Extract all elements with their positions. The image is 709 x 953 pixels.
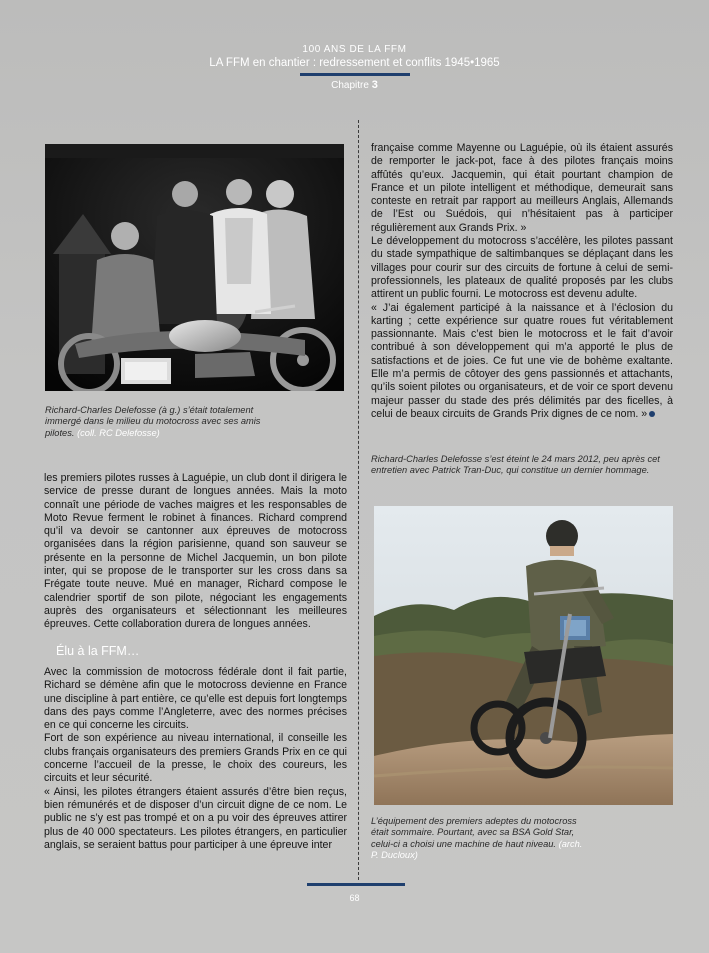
chapter-indicator: [0, 79, 709, 92]
rider-caption-text: L’équipement des premiers adeptes du motocross était sommaire. Pourtant, avec sa BSA Gold Star, celui-ci a choisi une machine de haut niveau.: [371, 816, 577, 849]
caption-text: Richard-Charles Delefosse (à g.) s’était totalement immergé dans le milieu du motocross avec ses amis pilotes.: [45, 405, 261, 438]
rider-photo-image: [374, 506, 673, 805]
left-paragraph-1: les premiers pilotes russes à Laguépie, un club dont il dirigera le service de presse durant de longues années. Mais la moto connaît une période de vaches maigres et les responsables de Moto Revue ferment le robinet à finances. Richard comprend qu’il va devoir se cantonner aux épreuves de motocross organisées dans la région parisienne, quand son sauveur se présente en la personne de Michel Jacquemin, un bon pilote inter, qui se propose de le transporter sur les cross dans sa Frégate toute neuve. Mué en manager, Richard compose le calendrier sportif de son pilote, négociant les engagements auprès des organisateurs et sélectionnant les meilleures épreuves. Cette collaboration durera de longues années.: [44, 472, 347, 631]
left-paragraph-4: « Ainsi, les pilotes étrangers étaient assurés d’être bien reçus, bien rémunérés et de disposer d’un circuit digne de ce nom. Le public ne s’y est pas trompé et on a pu voir des épreuves attirer plus de 40 000 spectateurs. Les pilotes étrangers, en particulier anglais, se seraient battus pour participer à une épreuve inter: [44, 785, 347, 851]
rider-photo-credit: (arch. P. Ducloux): [371, 838, 583, 860]
rider-photo: [374, 506, 673, 805]
right-paragraph-3-text: « J’ai également participé à la naissance et à l’éclosion du karting ; cette expérience sur quatre roues fut véritablement passionnante. Mais c’est bien le motocross et le fait d’avoir contribué à son développement qui m’a apporté le plus de satisfactions et de joies. Ce fut une vie de bohème exaltante. Elle m’a permis de côtoyer des gens passionnés et attachants, qu’ils soient pilotes ou organisateurs, et de voir ce sport devenu majeur passer du stade des prés délimités par des ficelles, à celui de beaux circuits de Grands Prix dignes de ce nom. »: [371, 301, 673, 420]
group-photo-caption: [45, 405, 285, 439]
right-paragraph-3: [371, 302, 673, 422]
photo-credit: (coll. RC Delefosse): [77, 427, 160, 438]
end-of-article-bullet: [649, 411, 655, 417]
left-column-body: [44, 472, 347, 632]
group-photo: [45, 144, 344, 391]
left-column-body-2: [44, 666, 347, 852]
right-column-body: [371, 142, 673, 421]
rider-photo-caption: [371, 816, 591, 861]
chapter-subtitle: LA FFM en chantier : redressement et conflits 1945•1965: [209, 57, 500, 69]
header-rule: [300, 73, 410, 76]
section-heading: Élu à la FFM…: [56, 644, 140, 658]
left-paragraph-2: Avec la commission de motocross fédérale dont il fait partie, Richard se démène afin que le motocross devienne en France une discipline à part entière, ce qu’elle est depuis fort longtemps dans des pays comme l’Angleterre, avec des normes précises en ce qui concerne les circuits.: [44, 666, 347, 732]
group-photo-image: [45, 144, 344, 391]
column-divider: [358, 120, 359, 880]
chapter-label: Chapitre: [331, 80, 369, 91]
right-paragraph-1: française comme Mayenne ou Laguépie, où ils étaient assurés de remporter le jack-pot, face à des pilotes français moins affûtés qu’eux. Jacquemin, qui était pourtant champion de France et un pilote intelligent et méthodique, demeurait sans conteste en retrait par rapport au meilleurs Anglais, Allemands de l’Est ou Suédois, qui n’hésitaient pas à participer régulièrement aux Grands Prix. »: [371, 142, 673, 234]
obituary-note: [371, 454, 673, 477]
footer-rule: [307, 883, 405, 886]
left-paragraph-3: Fort de son expérience au niveau international, il conseille les clubs français organisateurs des premiers Grands Prix en ce qui concerne l’accueil de la presse, le choix des coureurs, les circuits et leur sécurité.: [44, 732, 347, 785]
chapter-number: 3: [371, 79, 378, 91]
obituary-text: Richard-Charles Delefosse s’est éteint le 24 mars 2012, peu après cet entretien avec Patrick Tran-Duc, qui constitue un dernier hommage.: [371, 454, 660, 476]
right-paragraph-2: Le développement du motocross s’accélère, les pilotes passant du stade sympathique de saltimbanques se déplaçant dans les villages pour courir sur des circuits de fortune à celui de semi-professionnels, les plateaux de qualité proposés par les clubs attirent un public fourni. Le motocross est devenu adulte.: [371, 235, 673, 301]
series-title: 100 ANS DE LA FFM: [302, 44, 407, 55]
page-header: [0, 44, 709, 92]
page-number: 68: [349, 893, 360, 903]
